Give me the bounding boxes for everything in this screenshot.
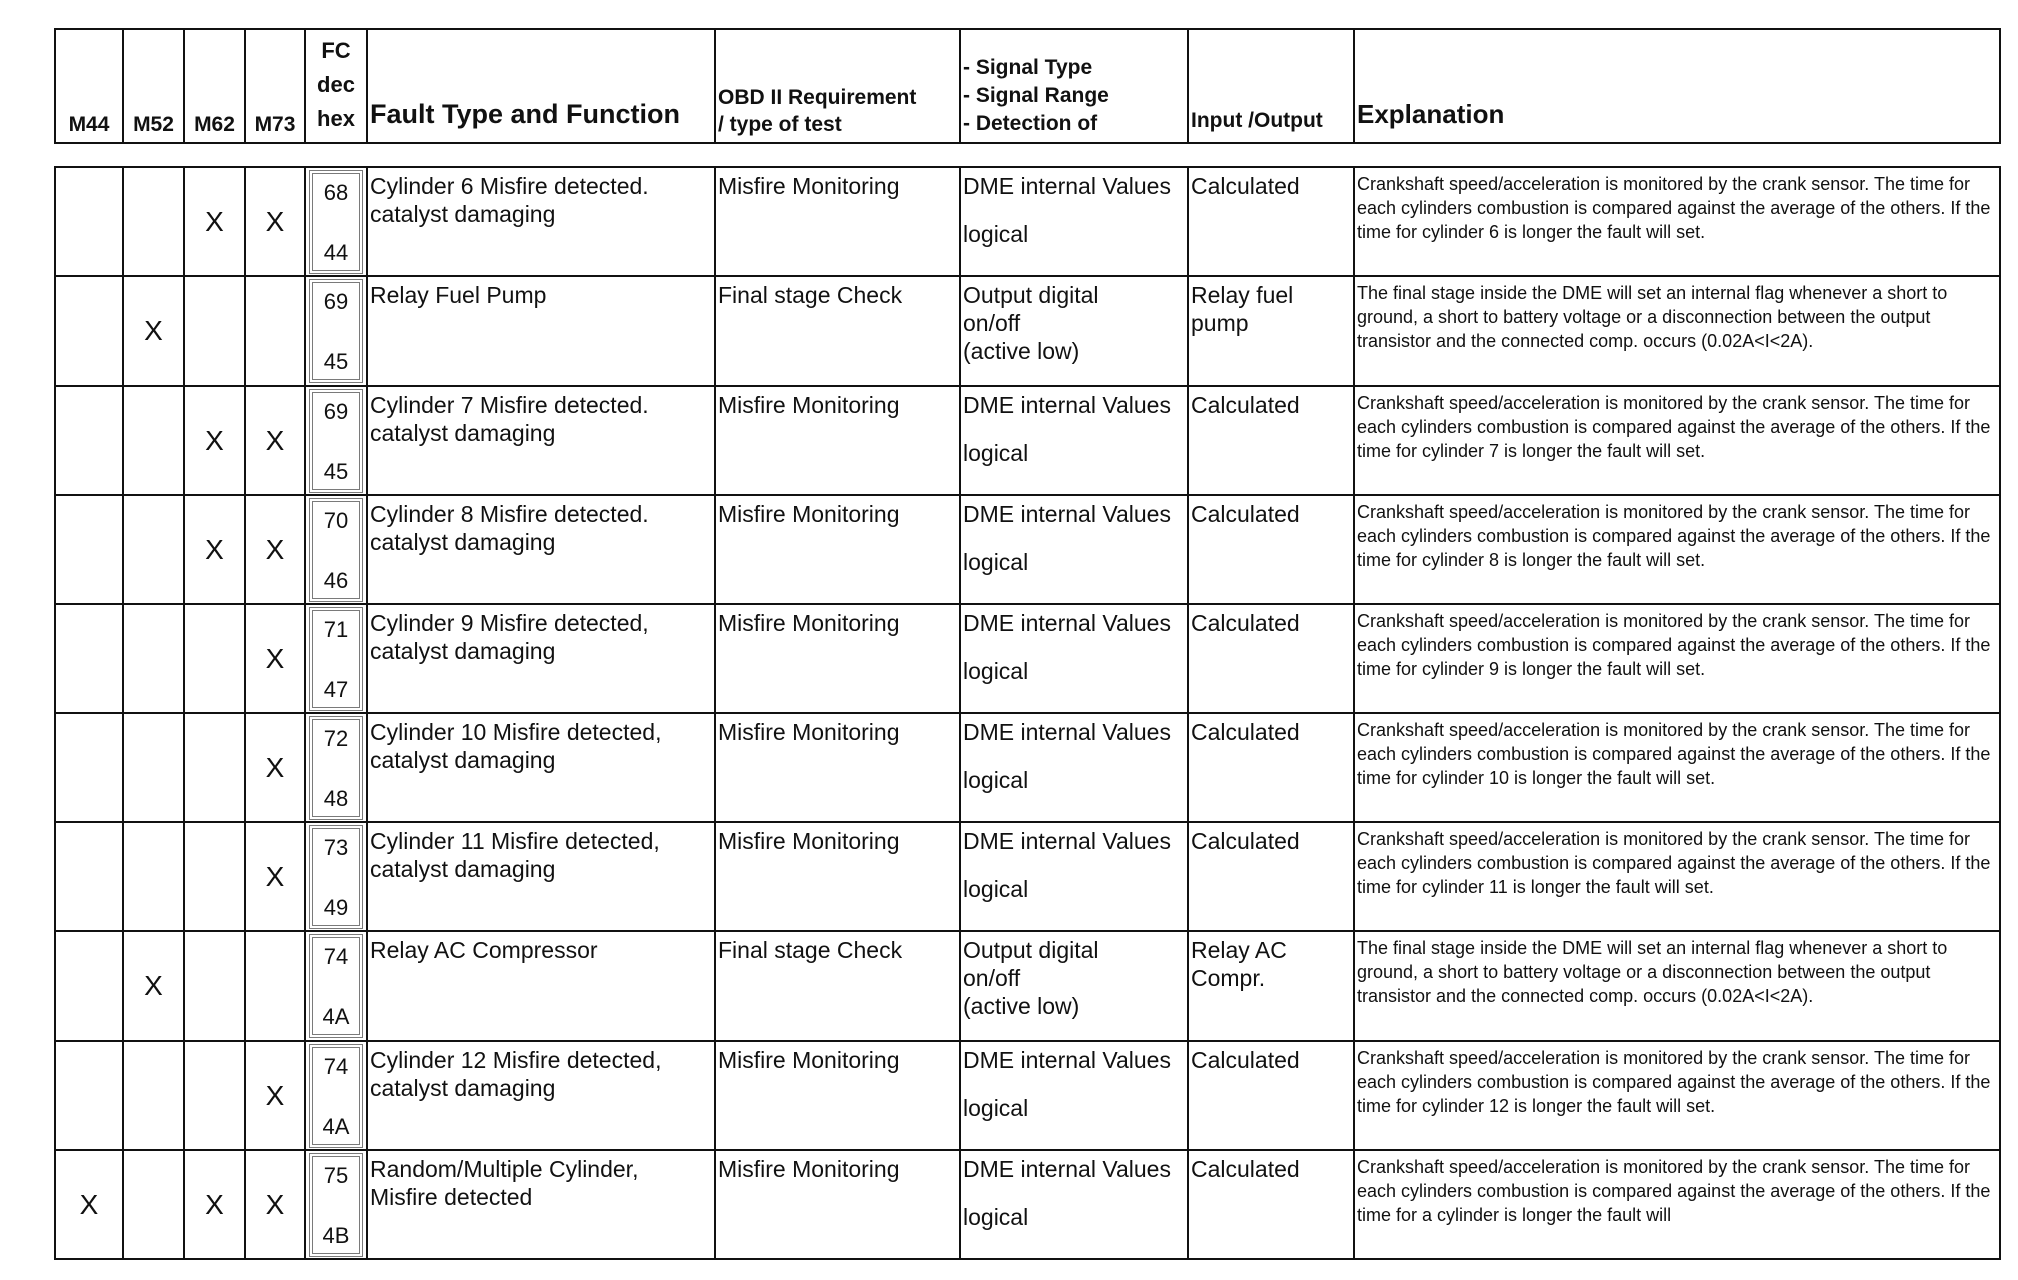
table-row (55, 495, 2000, 604)
signal-type: DME internal Values (963, 719, 1171, 745)
fault-code-dec: 70 (323, 507, 349, 533)
m73-mark: X (245, 386, 305, 495)
input-output: Relay fuel pump (1188, 276, 1354, 386)
signal-detection: logical (963, 221, 1029, 247)
header-fc-line2: dec (317, 72, 355, 97)
fault-code-cell (305, 495, 367, 604)
explanation: The final stage inside the DME will set an internal flag whenever a short to ground, a short to battery voltage or a disconnection between the output transistor and the connected comp. occurs (0.02A<I<2A). (1354, 276, 2000, 386)
m44-mark (55, 822, 123, 931)
header-m73: M73 (245, 29, 305, 143)
fault-type: Relay AC Compressor (367, 931, 715, 1041)
fault-code-cell (305, 931, 367, 1041)
header-m44: M44 (55, 29, 123, 143)
signal-type: DME internal Values (963, 501, 1171, 527)
header-io: Input /Output (1188, 29, 1354, 143)
fault-code-hex: 48 (323, 785, 349, 811)
m44-mark (55, 604, 123, 713)
fault-code-box (309, 716, 363, 820)
table-row (55, 822, 2000, 931)
m73-mark: X (245, 713, 305, 822)
m52-mark (123, 822, 184, 931)
signal-type: DME internal Values (963, 828, 1171, 854)
fault-type: Cylinder 6 Misfire detected. catalyst damaging (367, 167, 715, 276)
m62-mark (184, 604, 245, 713)
explanation: Crankshaft speed/acceleration is monitored by the crank sensor. The time for each cylinders combustion is compared against the average of the others. If the time for cylinder 6 is longer the fault will set. (1354, 167, 2000, 276)
header-explanation: Explanation (1354, 29, 2000, 143)
m62-mark: X (184, 386, 245, 495)
signal-type-cell (960, 604, 1188, 713)
signal-type-cell (960, 822, 1188, 931)
table-row (55, 931, 2000, 1041)
obd-requirement: Misfire Monitoring (715, 386, 960, 495)
signal-type-cell (960, 931, 1188, 1041)
fault-type: Cylinder 9 Misfire detected, catalyst damaging (367, 604, 715, 713)
m73-mark: X (245, 495, 305, 604)
fault-code-dec: 74 (323, 1053, 349, 1079)
fault-type: Cylinder 8 Misfire detected. catalyst damaging (367, 495, 715, 604)
fault-code-dec: 74 (323, 944, 349, 969)
explanation: Crankshaft speed/acceleration is monitored by the crank sensor. The time for each cylinders combustion is compared against the average of the others. If the time for cylinder 9 is longer the fault will set. (1354, 604, 2000, 713)
m73-mark: X (245, 822, 305, 931)
obd-requirement: Misfire Monitoring (715, 167, 960, 276)
signal-type-cell (960, 495, 1188, 604)
signal-type: DME internal Values (963, 392, 1171, 418)
fault-code-dec: 69 (323, 398, 349, 424)
m44-mark (55, 1041, 123, 1150)
fault-code-hex: 47 (323, 676, 349, 702)
fault-type: Relay Fuel Pump (367, 276, 715, 386)
fault-code-hex: 49 (323, 894, 349, 920)
m73-mark: X (245, 1150, 305, 1259)
header-signal (960, 29, 1188, 143)
m62-mark (184, 713, 245, 822)
fault-code-box (309, 825, 363, 929)
table-row (55, 713, 2000, 822)
header-obd (715, 29, 960, 143)
explanation: Crankshaft speed/acceleration is monitored by the crank sensor. The time for each cylinders combustion is compared against the average of the others. If the time for cylinder 12 is longer the fault will set. (1354, 1041, 2000, 1150)
fault-code-box (309, 279, 363, 383)
obd-requirement: Misfire Monitoring (715, 495, 960, 604)
m73-mark: X (245, 604, 305, 713)
fault-code-cell (305, 1150, 367, 1259)
obd-requirement: Misfire Monitoring (715, 822, 960, 931)
table-row (55, 386, 2000, 495)
m44-mark: X (55, 1150, 123, 1259)
fault-code-cell (305, 822, 367, 931)
obd-requirement: Misfire Monitoring (715, 1150, 960, 1259)
input-output: Calculated (1188, 604, 1354, 713)
m52-mark (123, 604, 184, 713)
fault-code-dec: 75 (323, 1162, 349, 1188)
fault-code-box (309, 389, 363, 493)
fault-code-dec: 69 (323, 289, 349, 314)
fault-code-hex: 4A (322, 1113, 350, 1139)
m52-mark (123, 713, 184, 822)
header-fc-line3: hex (317, 106, 355, 131)
signal-type-cell (960, 1041, 1188, 1150)
header-m62: M62 (184, 29, 245, 143)
header-obd-line2: / type of test (718, 113, 842, 136)
fault-code-hex: 45 (323, 349, 349, 374)
input-output: Calculated (1188, 495, 1354, 604)
fault-code-box (309, 170, 363, 274)
fault-code-hex: 44 (323, 239, 349, 265)
m73-mark: X (245, 167, 305, 276)
fault-code-box (309, 498, 363, 602)
obd-requirement: Misfire Monitoring (715, 713, 960, 822)
header-signal-line2: - Signal Range (963, 84, 1109, 107)
m44-mark (55, 495, 123, 604)
signal-detection: logical (963, 1204, 1029, 1230)
fault-code-hex: 45 (323, 458, 349, 484)
obd-requirement: Misfire Monitoring (715, 604, 960, 713)
input-output: Calculated (1188, 1041, 1354, 1150)
m73-mark (245, 276, 305, 386)
input-output: Calculated (1188, 713, 1354, 822)
header-fault: Fault Type and Function (367, 29, 715, 143)
signal-type: DME internal Values (963, 1156, 1171, 1182)
fault-code-hex: 4B (322, 1222, 350, 1248)
m52-mark: X (123, 931, 184, 1041)
header-m52: M52 (123, 29, 184, 143)
fault-type: Random/Multiple Cylinder, Misfire detected (367, 1150, 715, 1259)
obd-requirement: Final stage Check (715, 276, 960, 386)
signal-type: DME internal Values (963, 610, 1171, 636)
signal-type: Output digital on/off (active low) (963, 937, 1099, 1019)
m52-mark (123, 386, 184, 495)
header-signal-line1: - Signal Type (963, 56, 1093, 79)
explanation: Crankshaft speed/acceleration is monitored by the crank sensor. The time for each cylinders combustion is compared against the average of the others. If the time for cylinder 8 is longer the fault will set. (1354, 495, 2000, 604)
signal-detection: logical (963, 876, 1029, 902)
fault-code-box (309, 1044, 363, 1148)
obd-requirement: Final stage Check (715, 931, 960, 1041)
m73-mark: X (245, 1041, 305, 1150)
fault-code-cell (305, 713, 367, 822)
table-row (55, 276, 2000, 386)
explanation: The final stage inside the DME will set an internal flag whenever a short to ground, a short to battery voltage or a disconnection between the output transistor and the connected comp. occurs (0.02A<I<2A). (1354, 931, 2000, 1041)
m62-mark: X (184, 1150, 245, 1259)
fault-code-cell (305, 604, 367, 713)
fault-type: Cylinder 12 Misfire detected, catalyst damaging (367, 1041, 715, 1150)
fault-code-cell (305, 1041, 367, 1150)
input-output: Calculated (1188, 1150, 1354, 1259)
m52-mark (123, 1041, 184, 1150)
fault-code-cell (305, 386, 367, 495)
m44-mark (55, 276, 123, 386)
header-signal-line3: - Detection of (963, 112, 1098, 135)
fault-code-cell (305, 167, 367, 276)
m62-mark: X (184, 167, 245, 276)
m62-mark (184, 822, 245, 931)
signal-type-cell (960, 276, 1188, 386)
signal-type-cell (960, 1150, 1188, 1259)
m44-mark (55, 167, 123, 276)
fault-type: Cylinder 10 Misfire detected, catalyst damaging (367, 713, 715, 822)
fault-code-box (309, 607, 363, 711)
signal-type-cell (960, 167, 1188, 276)
explanation: Crankshaft speed/acceleration is monitored by the crank sensor. The time for each cylinders combustion is compared against the average of the others. If the time for cylinder 11 is longer the fault will set. (1354, 822, 2000, 931)
obd-requirement: Misfire Monitoring (715, 1041, 960, 1150)
table-row (55, 1041, 2000, 1150)
header-fc (305, 29, 367, 143)
signal-type: DME internal Values (963, 1047, 1171, 1073)
fault-code-dec: 72 (323, 725, 349, 751)
fault-code-hex: 4A (322, 1004, 350, 1029)
m52-mark: X (123, 276, 184, 386)
header-obd-line1: OBD II Requirement (718, 86, 917, 109)
signal-detection: logical (963, 1095, 1029, 1121)
signal-type: Output digital on/off (active low) (963, 282, 1099, 364)
input-output: Relay AC Compr. (1188, 931, 1354, 1041)
m44-mark (55, 713, 123, 822)
m52-mark (123, 495, 184, 604)
fault-code-box (309, 1153, 363, 1257)
signal-detection: logical (963, 549, 1029, 575)
table-row (55, 1150, 2000, 1259)
header-fc-line1: FC (321, 38, 351, 63)
fault-code-dec: 73 (323, 834, 349, 860)
m52-mark (123, 167, 184, 276)
fault-code-cell (305, 276, 367, 386)
fault-type: Cylinder 11 Misfire detected, catalyst damaging (367, 822, 715, 931)
fault-code-table (54, 166, 2001, 1260)
signal-detection: logical (963, 767, 1029, 793)
explanation: Crankshaft speed/acceleration is monitored by the crank sensor. The time for each cylinders combustion is compared against the average of the others. If the time for a cylinder is longer the fault will (1354, 1150, 2000, 1259)
signal-type-cell (960, 386, 1188, 495)
table-row (55, 604, 2000, 713)
m73-mark (245, 931, 305, 1041)
m44-mark (55, 386, 123, 495)
m62-mark (184, 1041, 245, 1150)
m52-mark (123, 1150, 184, 1259)
input-output: Calculated (1188, 386, 1354, 495)
explanation: Crankshaft speed/acceleration is monitored by the crank sensor. The time for each cylinders combustion is compared against the average of the others. If the time for cylinder 7 is longer the fault will set. (1354, 386, 2000, 495)
input-output: Calculated (1188, 822, 1354, 931)
table-row (55, 167, 2000, 276)
fault-code-box (309, 934, 363, 1038)
explanation: Crankshaft speed/acceleration is monitored by the crank sensor. The time for each cylinders combustion is compared against the average of the others. If the time for cylinder 10 is longer the fault will set. (1354, 713, 2000, 822)
header-table (54, 28, 2001, 144)
signal-detection: logical (963, 440, 1029, 466)
fault-type: Cylinder 7 Misfire detected. catalyst damaging (367, 386, 715, 495)
input-output: Calculated (1188, 167, 1354, 276)
fault-code-dec: 71 (323, 616, 349, 642)
m62-mark: X (184, 495, 245, 604)
signal-type-cell (960, 713, 1188, 822)
m62-mark (184, 276, 245, 386)
signal-type: DME internal Values (963, 173, 1171, 199)
fault-code-hex: 46 (323, 567, 349, 593)
fault-code-dec: 68 (323, 179, 349, 205)
m44-mark (55, 931, 123, 1041)
signal-detection: logical (963, 658, 1029, 684)
m62-mark (184, 931, 245, 1041)
